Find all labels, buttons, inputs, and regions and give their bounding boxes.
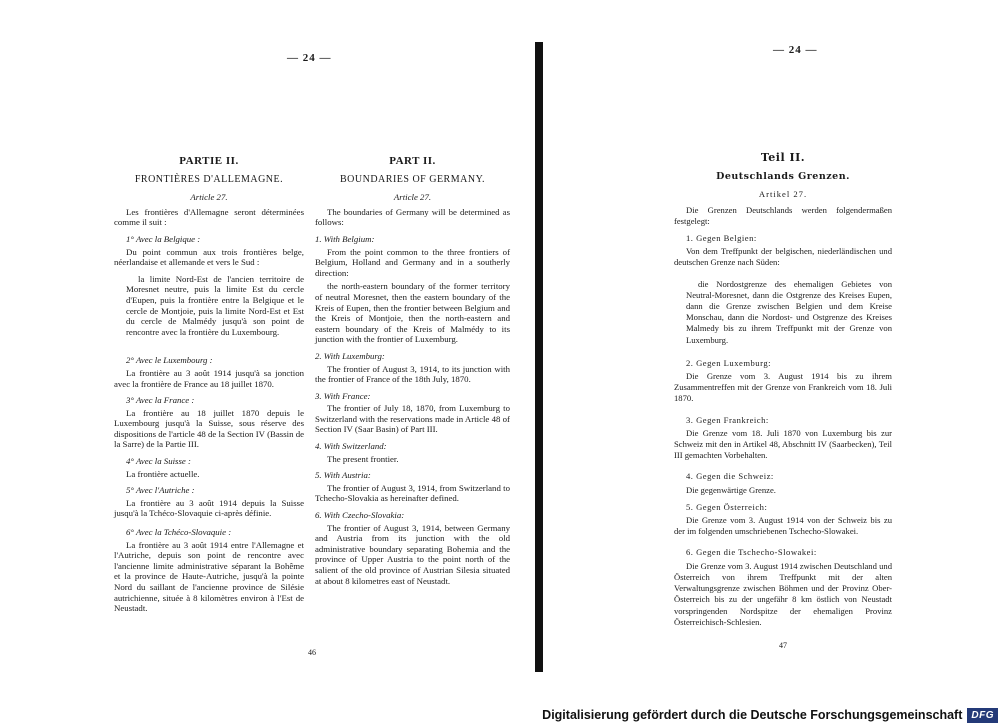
french-article: Article 27. bbox=[190, 192, 228, 203]
german-s4-title: 4. Gegen die Schweiz: bbox=[686, 471, 774, 482]
german-s3-text: Die Grenze vom 18. Juli 1870 von Luxemburg bis zur Schweiz mit den in Artikel 48, Abschnitt IV (Saarbecken), Teil III gemachten Vorbehalten. bbox=[674, 427, 892, 461]
french-s3-title: 3° Avec la France : bbox=[126, 395, 195, 406]
german-s1-title: 1. Gegen Belgien: bbox=[686, 233, 757, 244]
german-s2-title: 2. Gegen Luxemburg: bbox=[686, 357, 771, 368]
english-s5-title: 5. With Austria: bbox=[315, 470, 371, 481]
german-column bbox=[674, 152, 892, 631]
right-page-number: — 24 — bbox=[773, 44, 818, 56]
french-s5-title: 5° Avec l'Autriche : bbox=[126, 485, 195, 496]
french-s5-text: La frontière au 3 août 1914 depuis la Suisse jusqu'à la Tchéco-Slovaquie ci-après définie. bbox=[114, 497, 304, 519]
english-s2-text: The frontier of August 3, 1914, to its junction with the frontier of France of the 18th July, 1870. bbox=[315, 363, 510, 385]
dfg-logo: DFG bbox=[967, 708, 998, 723]
german-s1-text: Von dem Treffpunkt der belgischen, niederländischen und deutschen Grenze nach Süden: bbox=[674, 246, 892, 268]
german-s1-quote: die Nordostgrenze des ehemaligen Gebietes von Neutral-Moresnet, dann die Ostgrenze des Kreises Eupen, dann die Grenze zwischen Belgien und dem Kreise Monschau, dann die Nordost- und Ostgrenze des Kreises Malmedy bis zu ihrem Treffpunkt mit der Grenze von Luxemburg. bbox=[686, 278, 892, 345]
left-footer-number: 46 bbox=[308, 648, 316, 657]
english-s4-title: 4. With Switzerland: bbox=[315, 441, 387, 452]
english-article: Article 27. bbox=[393, 192, 432, 203]
german-article: Artikel 27. bbox=[758, 189, 808, 200]
french-heading: PARTIE II. bbox=[179, 155, 239, 167]
french-s6-text: La frontière au 3 août 1914 entre l'Allemagne et l'Autriche, depuis son point de rencontre avec l'ancienne limite administrative séparant la Bohême et la province de Haute-Autriche, jusqu'à la pointe Nord du saillant de l'ancienne province de Silésie autrichienne, située à 8 kilomètres environ à l'Est de Neustadt. bbox=[114, 539, 304, 614]
french-column bbox=[114, 156, 304, 617]
french-s1-text: Du point commun aux trois frontières belge, néerlandaise et allemande et vers le Sud : bbox=[114, 246, 304, 268]
french-s2-text: La frontière au 3 août 1914 jusqu'à sa jonction avec la frontière de France au 18 juillet 1870. bbox=[114, 367, 304, 389]
french-intro: Les frontières d'Allemagne seront déterminées comme il suit : bbox=[114, 206, 304, 228]
english-s3-title: 3. With France: bbox=[315, 390, 371, 401]
french-s1-quote: la limite Nord-Est de l'ancien territoire de Moresnet neutre, puis la limite Est du cercle d'Eupen, puis la frontière entre la Belgique et le cercle de Montjoie, puis la limite Nord-Est et Est du cercle de Malmédy jusqu'à son point de rencontre avec la frontière du Luxembourg. bbox=[126, 273, 304, 337]
german-intro: Die Grenzen Deutschlands werden folgendermaßen festgelegt: bbox=[674, 204, 892, 226]
english-s4-text: The present frontier. bbox=[327, 453, 399, 464]
english-s5-text: The frontier of August 3, 1914, from Switzerland to Tchecho-Slovakia as hereinafter defined. bbox=[315, 482, 510, 504]
german-s2-text: Die Grenze vom 3. August 1914 bis zu ihrem Zusammentreffen mit der Grenze von Frankreich vom 18. Juli 1870. bbox=[674, 371, 892, 404]
book-gutter bbox=[535, 42, 543, 672]
english-s6-text: The frontier of August 3, 1914, between Germany and Austria from its junction with the old administrative boundary separating Bohemia and the province of Upper Austria to the point north of the salient of the old province of Austrian Silesia situated at about 8 kilometres east of Neustadt. bbox=[315, 522, 510, 586]
english-heading: PART II. bbox=[389, 155, 436, 167]
german-s4-text: Die gegenwärtige Grenze. bbox=[686, 484, 776, 495]
french-s6-title: 6° Avec la Tchéco-Slovaquie : bbox=[126, 527, 232, 538]
german-s6-title: 6. Gegen die Tschecho-Slowakei: bbox=[686, 547, 817, 558]
english-s6-title: 6. With Czecho-Slovakia: bbox=[315, 510, 405, 521]
german-subheading: Deutschlands Grenzen. bbox=[716, 171, 850, 183]
english-intro: The boundaries of Germany will be determined as follows: bbox=[315, 206, 510, 228]
dfg-funding-banner[interactable] bbox=[542, 705, 998, 725]
french-s3-text: La frontière au 18 juillet 1870 depuis le Luxembourg jusqu'à la Suisse, sous réserve des dispositions de l'article 48 de la Section IV (Bassin de la Sarre) de la Partie III. bbox=[114, 407, 304, 450]
german-s6-text: Die Grenze vom 3. August 1914 zwischen Deutschland und Österreich von ihrem Treffpunkt mit der alten Verwaltungsgrenze zwischen Böhmen und der Provinz Ober-Österreich bis zu der ungefähr 8 km östlich von Neustadt vorspringenden Nordspitze der ehemaligen Provinz Österreichisch-Schlesien. bbox=[674, 560, 892, 627]
german-s3-title: 3. Gegen Frankreich: bbox=[686, 414, 769, 425]
french-s4-text: La frontière actuelle. bbox=[126, 468, 200, 479]
german-s5-title: 5. Gegen Österreich: bbox=[686, 501, 768, 512]
english-s1-text: From the point common to the three frontiers of Belgium, Holland and Germany and in a southerly direction: bbox=[315, 246, 510, 278]
french-subheading: FRONTIÈRES D'ALLEMAGNE. bbox=[134, 173, 284, 185]
right-footer-number: 47 bbox=[779, 641, 787, 650]
english-s3-text: The frontier of July 18, 1870, from Luxemburg to Switzerland with the reservations made in Article 48 of Section IV (Saar Basin) of Part III. bbox=[315, 403, 510, 435]
french-s4-title: 4° Avec la Suisse : bbox=[126, 456, 191, 467]
english-s1-quote: the north-eastern boundary of the former territory of neutral Moresnet, then the eastern boundary of the Kreis of Eupen, then the frontier between Belgium and the Kreis of Montjoie, then the north-eastern and eastern boundary of the Kreis of Malmédy to its junction with the frontier of Luxemburg. bbox=[315, 281, 510, 345]
english-s1-title: 1. With Belgium: bbox=[315, 233, 375, 244]
french-s2-title: 2° Avec le Luxembourg : bbox=[126, 355, 213, 366]
english-s2-title: 2. With Luxemburg: bbox=[315, 350, 385, 361]
german-s5-text: Die Grenze vom 3. August 1914 von der Schweiz bis zu der im folgenden umschriebenen Tschecho-Slowakei. bbox=[674, 515, 892, 537]
left-page-number: — 24 — bbox=[287, 52, 332, 64]
german-heading: Teil II. bbox=[760, 151, 806, 164]
english-column bbox=[315, 156, 510, 589]
dfg-banner-text: Digitalisierung gefördert durch die Deutsche Forschungsgemeinschaft bbox=[542, 708, 963, 722]
english-subheading: BOUNDARIES OF GERMANY. bbox=[340, 173, 485, 185]
french-s1-title: 1° Avec la Belgique : bbox=[126, 233, 201, 244]
